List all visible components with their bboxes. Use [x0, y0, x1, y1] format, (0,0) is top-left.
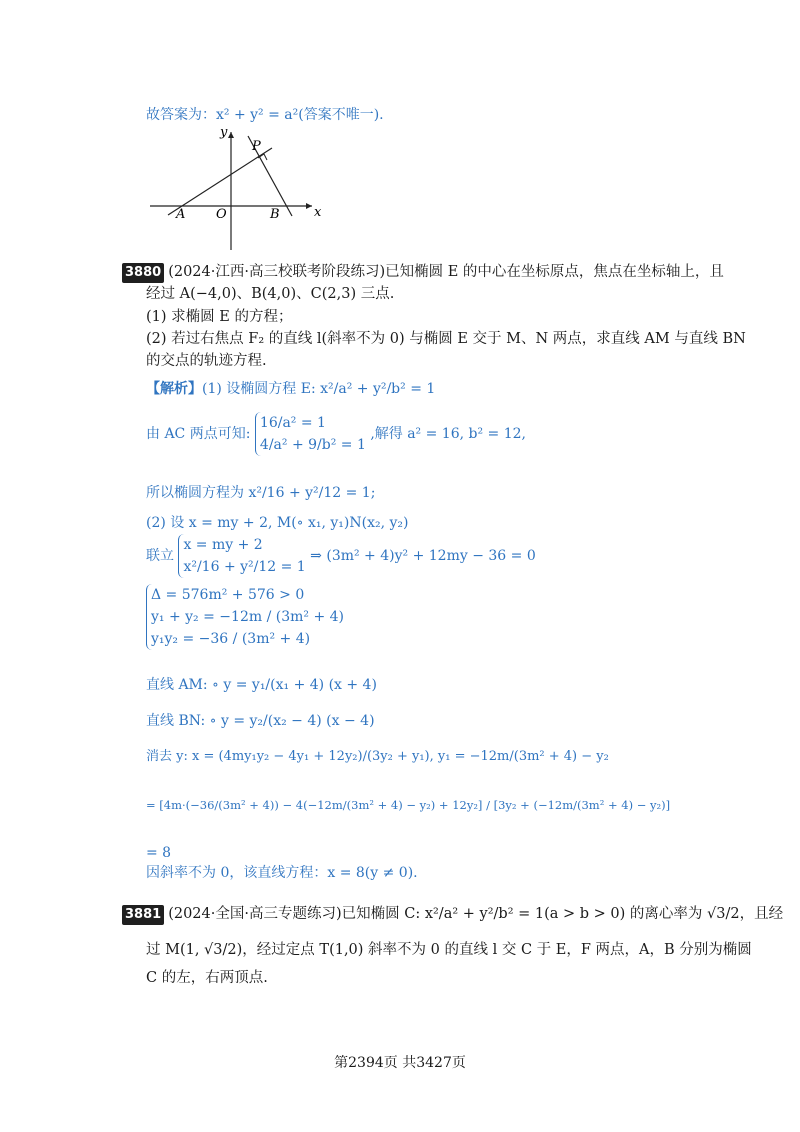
question-3880-part2a: (2) 若过右焦点 F₂ 的直线 l(斜率不为 0) 与椭圆 E 交于 M、N 两点，求直线 AM 与直线 BN	[146, 331, 746, 347]
question-number-3881: 3881	[122, 905, 164, 925]
y-label: y	[220, 125, 228, 140]
page-footer: 第2394页 共3427页	[334, 1055, 466, 1071]
question-3880-line1: 3880 (2024·江西·高三校联考阶段练习)已知椭圆 E 的中心在坐标原点，焦点在坐标轴上，且	[122, 262, 724, 283]
y-arrow-icon	[228, 132, 234, 138]
solution-step-3: 所以椭圆方程为 x²/16 + y²/12 = 1;	[146, 485, 376, 501]
solution-step-1: 【解析】(1) 设椭圆方程 E: x²/a² + y²/b² = 1	[146, 381, 436, 397]
line-ap	[168, 148, 272, 215]
x-label: x	[314, 205, 322, 220]
solution-step-8: 直线 BN: ∘ y = y₂/(x₂ − 4) (x − 4)	[146, 713, 375, 729]
solution-step-11: = 8	[146, 845, 172, 861]
question-number-3880: 3880	[122, 263, 164, 283]
question-3880-part1: (1) 求椭圆 E 的方程；	[146, 309, 293, 325]
p-label: P	[252, 139, 261, 154]
solution-step-7: 直线 AM: ∘ y = y₁/(x₁ + 4) (x + 4)	[146, 677, 377, 693]
coordinate-graph	[140, 122, 340, 252]
solution-step-9: 消去 y: x = (4my₁y₂ − 4y₁ + 12y₂)/(3y₂ + y₁), y₁ = −12m/(3m² + 4) − y₂	[146, 749, 609, 764]
solution-step-2: 由 AC 两点可知: 16/a² = 1 4/a² + 9/b² = 1 ,解得 a² = 16, b² = 12,	[146, 412, 526, 456]
solution-step-12: 因斜率不为 0，该直线方程：x = 8(y ≠ 0).	[146, 865, 418, 881]
question-3881-line1: 3881 (2024·全国·高三专题练习)已知椭圆 C: x²/a² + y²/b² = 1(a > b > 0) 的离心率为 √3/2，且经	[122, 904, 783, 925]
x-arrow-icon	[306, 203, 312, 209]
right-angle-mark	[258, 154, 267, 160]
solution-step-10: = [4m·(−36/(3m² + 4)) − 4(−12m/(3m² + 4) − y₂) + 12y₂] / [3y₂ + (−12m/(3m² + 4) − y₂)]	[146, 798, 671, 812]
answer-line: 故答案为：x² + y² = a²(答案不唯一).	[146, 107, 384, 123]
solution-step-4: (2) 设 x = my + 2, M(∘ x₁, y₁)N(x₂, y₂)	[146, 515, 409, 531]
question-3880-line2: 经过 A(−4,0)、B(4,0)、C(2,3) 三点.	[146, 286, 395, 302]
solution-step-6: Δ = 576m² + 576 > 0 y₁ + y₂ = −12m / (3m² + 4) y₁y₂ = −36 / (3m² + 4)	[146, 584, 344, 650]
question-3881-line2: 过 M(1, √3/2)，经过定点 T(1,0) 斜率不为 0 的直线 l 交 C 于 E，F 两点，A，B 分别为椭圆	[146, 942, 752, 958]
question-3880-part2b: 的交点的轨迹方程.	[146, 353, 267, 369]
solution-step-5: 联立 x = my + 2 x²/16 + y²/12 = 1 ⇒ (3m² + 4)y² + 12my − 36 = 0	[146, 534, 536, 578]
b-label: B	[270, 207, 280, 222]
question-3881-line3: C 的左，右两顶点.	[146, 970, 268, 986]
a-label: A	[176, 207, 186, 222]
o-label: O	[216, 207, 227, 222]
